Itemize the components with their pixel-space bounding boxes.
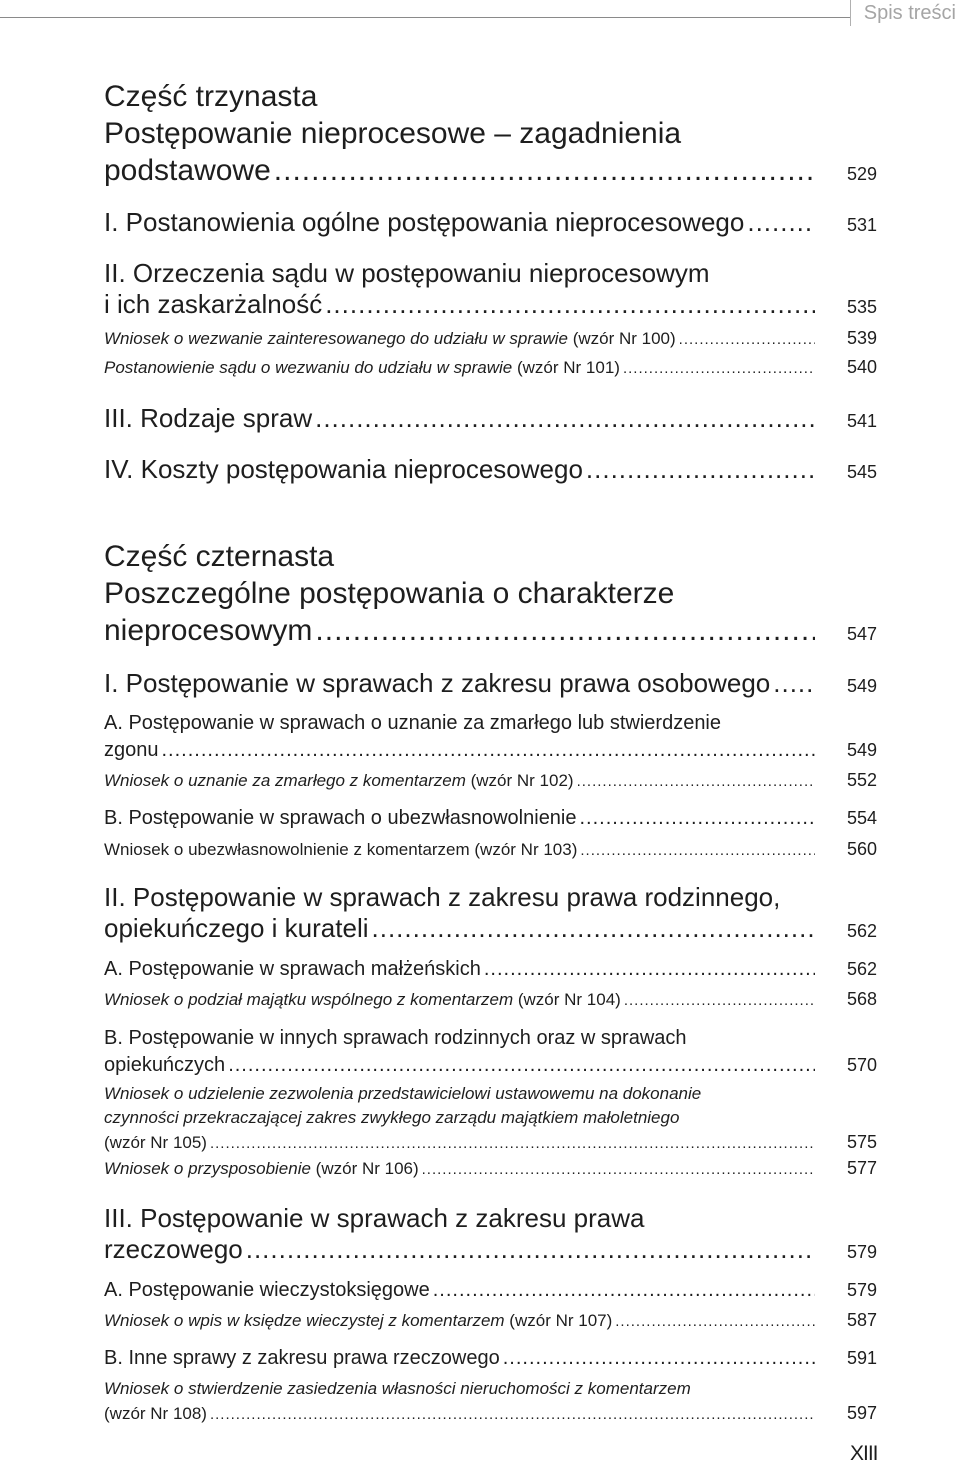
leader-dots: [433, 1277, 815, 1304]
leader-dots: [210, 1132, 815, 1156]
toc-entry-chapter[interactable]: [104, 258, 877, 323]
toc-entry-section[interactable]: [104, 1025, 877, 1079]
toc-entry-chapter[interactable]: [104, 1203, 877, 1268]
page-ref: 540: [846, 357, 877, 377]
form-ref: (wzór Nr 107): [504, 1311, 613, 1330]
form-title-cont: czynności przekraczającej zakres zwykłego zarządu majątkiem małoletniego: [104, 1108, 680, 1127]
leader-dots: [580, 805, 816, 832]
page-ref: 579: [846, 1242, 877, 1262]
leader-dots: [372, 913, 816, 944]
entry-title: II. Postępowanie w sprawach z zakresu prawa rodzinnego,: [104, 882, 781, 912]
toc-entry-section[interactable]: [104, 710, 877, 764]
part-13-subtitle-cont: podstawowe: [104, 154, 271, 187]
leader-dots: [325, 289, 815, 320]
form-ref: (wzór Nr 102): [465, 771, 574, 790]
toc-entry-form[interactable]: [104, 1156, 877, 1182]
form-ref: (wzór Nr 100): [567, 329, 676, 348]
toc-entry-section[interactable]: [104, 1345, 877, 1372]
page-ref: 535: [846, 297, 877, 317]
leader-dots: [484, 956, 815, 983]
leader-dots: [773, 668, 815, 699]
page-ref: 549: [846, 676, 877, 696]
form-title: Wniosek o podział majątku wspólnego z komentarzem: [104, 990, 514, 1009]
page-ref: 531: [846, 215, 877, 235]
page-ref: 562: [846, 959, 877, 979]
part-13-heading[interactable]: [104, 78, 877, 193]
header-tick: [850, 0, 851, 26]
toc-entry-form[interactable]: [104, 326, 877, 352]
form-ref: (wzór Nr 101): [512, 358, 620, 377]
page-ref: 562: [846, 921, 877, 941]
page-ref: 560: [846, 839, 877, 859]
page-ref: 545: [846, 462, 877, 482]
header-rule: [0, 17, 850, 18]
page-ref: 577: [846, 1158, 877, 1178]
entry-title: A. Postępowanie w sprawach małżeńskich: [104, 958, 481, 980]
entry-title: II. Orzeczenia sądu w postępowaniu nieprocesowym: [104, 258, 710, 288]
toc-entry-section[interactable]: [104, 956, 877, 983]
part-13-subtitle: Postępowanie nieprocesowe – zagadnienia: [104, 117, 682, 150]
entry-title: B. Postępowanie w innych sprawach rodzinnych oraz w sprawach: [104, 1027, 687, 1049]
leader-dots: [246, 1234, 815, 1265]
page-number: XIII: [850, 1442, 878, 1465]
toc-entry-chapter[interactable]: [104, 882, 877, 947]
leader-dots: [228, 1052, 815, 1079]
form-title: Wniosek o udzielenie zezwolenia przedstawicielowi ustawowemu na dokonanie: [104, 1084, 702, 1103]
page-ref: 575: [846, 1132, 877, 1152]
toc-entry-form[interactable]: [104, 987, 877, 1013]
toc-entry-form[interactable]: [104, 355, 877, 381]
toc-entry-form[interactable]: [104, 1308, 877, 1334]
toc-entry-chapter[interactable]: [104, 454, 877, 488]
toc-entry-chapter[interactable]: [104, 207, 877, 241]
entry-title-cont: zgonu: [104, 739, 159, 761]
leader-dots: [577, 770, 815, 794]
toc-entry-chapter[interactable]: [104, 403, 877, 437]
leader-dots: [747, 207, 815, 238]
leader-dots: [315, 403, 815, 434]
leader-dots: [623, 357, 815, 381]
page-ref: 597: [846, 1403, 877, 1423]
toc-entry-form[interactable]: [104, 1377, 877, 1427]
page-ref: 591: [846, 1348, 877, 1368]
leader-dots: [274, 152, 815, 189]
form-title: Wniosek o stwierdzenie zasiedzenia własności nieruchomości z komentarzem: [104, 1379, 691, 1398]
entry-title-cont: opiekuńczego i kurateli: [104, 913, 369, 943]
form-title: Wniosek o wezwanie zainteresowanego do udziału w sprawie: [104, 329, 568, 348]
entry-title: III. Postępowanie w sprawach z zakresu prawa: [104, 1203, 645, 1233]
toc-entry-form[interactable]: [104, 837, 877, 863]
toc-entry-form[interactable]: [104, 768, 877, 794]
page-ref: 552: [846, 770, 877, 790]
form-ref: (wzór Nr 104): [513, 990, 621, 1009]
page-ref: 579: [846, 1280, 877, 1300]
leader-dots: [580, 839, 815, 863]
leader-dots: [162, 737, 816, 764]
leader-dots: [615, 1310, 815, 1334]
page-ref: 568: [846, 989, 877, 1009]
running-header: Spis treści: [863, 2, 956, 24]
form-title: Wniosek o wpis w księdze wieczystej z komentarzem: [104, 1311, 505, 1330]
form-title: Wniosek o uznanie za zmarłego z komentarzem: [104, 771, 466, 790]
leader-dots: [624, 989, 815, 1013]
form-ref: (wzór Nr 108): [104, 1404, 207, 1423]
page-ref: 539: [846, 328, 877, 348]
leader-dots: [210, 1403, 815, 1427]
entry-title: A. Postępowanie w sprawach o uznanie za zmarłego lub stwierdzenie: [104, 712, 722, 734]
page-ref: 570: [846, 1055, 877, 1075]
page-ref: 549: [846, 740, 877, 760]
entry-title: I. Postanowienia ogólne postępowania nieprocesowego: [104, 207, 745, 237]
entry-title-cont: opiekuńczych: [104, 1054, 226, 1076]
entry-title-cont: i ich zaskarżalność: [104, 289, 323, 319]
part-14-subtitle-cont: nieprocesowym: [104, 614, 313, 647]
form-ref: (wzór Nr 106): [310, 1159, 419, 1178]
form-title: Wniosek o przysposobienie: [104, 1159, 311, 1178]
page-ref: 541: [846, 411, 877, 431]
form-ref: (wzór Nr 105): [104, 1133, 207, 1152]
part-13-title: Część trzynasta: [104, 80, 318, 113]
form-title: Postanowienie sądu o wezwaniu do udziału w sprawie: [104, 358, 513, 377]
page-ref: 587: [846, 1310, 877, 1330]
part-14-heading[interactable]: [104, 538, 877, 653]
leader-dots: [315, 612, 815, 649]
toc-entry-form[interactable]: [104, 1082, 877, 1156]
form-title: Wniosek o ubezwłasnowolnienie z komentarzem (wzór Nr 103): [104, 840, 578, 859]
entry-title: I. Postępowanie w sprawach z zakresu prawa osobowego: [104, 668, 771, 698]
page-ref: 529: [846, 164, 877, 184]
entry-title: A. Postępowanie wieczystoksięgowe: [104, 1279, 430, 1301]
entry-title: III. Rodzaje spraw: [104, 403, 313, 433]
leader-dots: [503, 1345, 815, 1372]
part-14-subtitle: Poszczególne postępowania o charakterze: [104, 577, 675, 610]
entry-title: B. Inne sprawy z zakresu prawa rzeczowego: [104, 1347, 500, 1369]
leader-dots: [586, 454, 815, 485]
page-ref: 547: [846, 624, 877, 644]
toc-entry-section[interactable]: [104, 805, 877, 832]
leader-dots: [679, 328, 815, 352]
entry-title: B. Postępowanie w sprawach o ubezwłasnowolnienie: [104, 807, 577, 829]
toc-entry-chapter[interactable]: [104, 668, 877, 702]
entry-title: IV. Koszty postępowania nieprocesowego: [104, 454, 583, 484]
leader-dots: [422, 1158, 815, 1182]
toc-entry-section[interactable]: [104, 1277, 877, 1304]
page-ref: 554: [846, 808, 877, 828]
part-14-title: Część czternasta: [104, 540, 335, 573]
entry-title-cont: rzeczowego: [104, 1234, 243, 1264]
